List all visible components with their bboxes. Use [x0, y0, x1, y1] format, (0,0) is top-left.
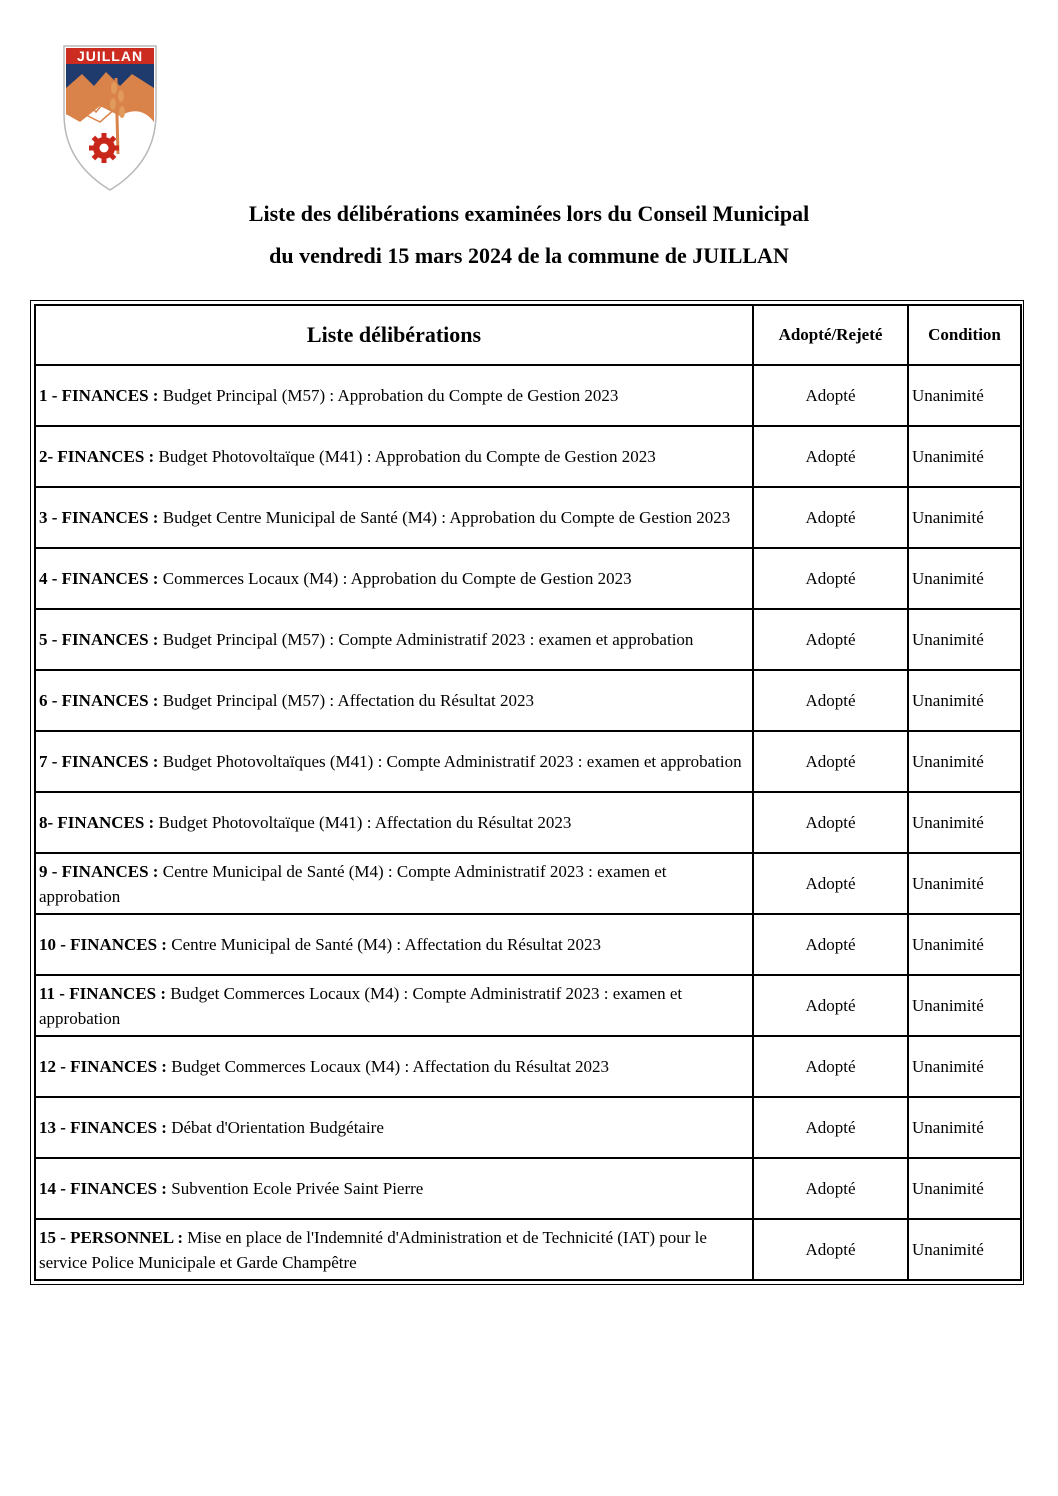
table-header-row — [35, 305, 1021, 365]
deliberation-item — [35, 914, 753, 975]
table-row — [35, 487, 1021, 548]
deliberation-condition: Unanimité — [908, 1097, 1021, 1158]
deliberation-text: Budget Principal (M57) : Affectation du Résultat 2023 — [158, 691, 535, 710]
document-title-line-1: Liste des délibérations examinées lors du Conseil Municipal — [248, 201, 810, 226]
deliberation-status: Adopté — [753, 1219, 908, 1280]
table-row — [35, 548, 1021, 609]
table-row — [35, 670, 1021, 731]
deliberation-condition: Unanimité — [908, 1158, 1021, 1219]
deliberation-label: 9 - FINANCES : — [39, 861, 159, 881]
deliberation-label: 13 - FINANCES : — [39, 1118, 167, 1137]
deliberation-label: 11 - FINANCES : — [39, 983, 167, 1003]
deliberation-label: 10 - FINANCES : — [39, 935, 167, 954]
deliberation-text: Budget Photovoltaïque (M41) : Affectation du Résultat 2023 — [154, 813, 572, 832]
deliberation-label: 12 - FINANCES : — [39, 1057, 167, 1076]
deliberation-label: 7 - FINANCES : — [39, 752, 159, 771]
deliberation-condition: Unanimité — [908, 914, 1021, 975]
deliberation-label: 6 - FINANCES : — [39, 691, 159, 710]
table-row — [35, 914, 1021, 975]
deliberation-label: 8- FINANCES : — [39, 813, 155, 832]
deliberation-item — [35, 548, 753, 609]
deliberation-text: Budget Principal (M57) : Compte Administratif 2023 : examen et approbation — [158, 630, 694, 649]
deliberation-text: Débat d'Orientation Budgétaire — [166, 1118, 384, 1137]
deliberation-condition: Unanimité — [908, 1036, 1021, 1097]
deliberation-label: 2- FINANCES : — [39, 447, 155, 466]
deliberation-text: Budget Photovoltaïque (M41) : Approbation du Compte de Gestion 2023 — [154, 447, 656, 466]
deliberation-condition: Unanimité — [908, 670, 1021, 731]
deliberation-text: Budget Centre Municipal de Santé (M4) : Approbation du Compte de Gestion 2023 — [158, 508, 731, 527]
deliberation-status: Adopté — [753, 975, 908, 1036]
deliberation-text: Subvention Ecole Privée Saint Pierre — [166, 1179, 424, 1198]
table-row — [35, 731, 1021, 792]
deliberation-item — [35, 731, 753, 792]
deliberation-item — [35, 1219, 753, 1280]
deliberation-label: 14 - FINANCES : — [39, 1179, 167, 1198]
deliberation-status: Adopté — [753, 609, 908, 670]
deliberation-text: Budget Principal (M57) : Approbation du Compte de Gestion 2023 — [158, 386, 619, 405]
deliberation-item — [35, 487, 753, 548]
deliberation-status: Adopté — [753, 731, 908, 792]
deliberation-text: Mise en place de l'Indemnité d'Administration et de Technicité (IAT) pour le service Police Municipale et Garde Champêtre — [39, 1227, 707, 1272]
deliberation-status: Adopté — [753, 548, 908, 609]
svg-text:JUILLAN: JUILLAN — [76, 48, 144, 64]
deliberation-condition: Unanimité — [908, 975, 1021, 1036]
deliberation-condition: Unanimité — [908, 548, 1021, 609]
deliberation-item — [35, 365, 753, 426]
deliberation-status: Adopté — [753, 792, 908, 853]
deliberation-text: Budget Commerces Locaux (M4) : Compte Administratif 2023 : examen et approbation — [39, 983, 683, 1028]
deliberation-item — [35, 609, 753, 670]
table-row — [35, 1219, 1021, 1280]
deliberation-condition: Unanimité — [908, 487, 1021, 548]
deliberation-item — [35, 1036, 753, 1097]
deliberation-item — [35, 426, 753, 487]
deliberation-item — [35, 1097, 753, 1158]
document-title-line-2: du vendredi 15 mars 2024 de la commune de JUILLAN — [269, 243, 789, 268]
deliberation-status: Adopté — [753, 1158, 908, 1219]
juillan-coat-of-arms-logo — [60, 44, 160, 192]
deliberation-condition: Unanimité — [908, 426, 1021, 487]
deliberation-condition: Unanimité — [908, 853, 1021, 914]
deliberation-label: 4 - FINANCES : — [39, 569, 159, 588]
deliberation-item — [35, 853, 753, 914]
deliberation-status: Adopté — [753, 365, 908, 426]
table-row — [35, 975, 1021, 1036]
deliberation-condition: Unanimité — [908, 609, 1021, 670]
deliberation-item — [35, 975, 753, 1036]
deliberation-status: Adopté — [753, 1097, 908, 1158]
deliberation-text: Budget Photovoltaïques (M41) : Compte Administratif 2023 : examen et approbation — [158, 752, 742, 771]
deliberation-status: Adopté — [753, 1036, 908, 1097]
deliberations-table — [34, 304, 1022, 1281]
table-row — [35, 1036, 1021, 1097]
deliberation-item — [35, 1158, 753, 1219]
table-row — [35, 609, 1021, 670]
table-row — [35, 1158, 1021, 1219]
deliberation-text: Budget Commerces Locaux (M4) : Affectation du Résultat 2023 — [166, 1057, 610, 1076]
deliberation-status: Adopté — [753, 914, 908, 975]
deliberation-item — [35, 792, 753, 853]
deliberation-condition: Unanimité — [908, 1219, 1021, 1280]
deliberation-text: Commerces Locaux (M4) : Approbation du Compte de Gestion 2023 — [158, 569, 632, 588]
deliberation-condition: Unanimité — [908, 792, 1021, 853]
deliberations-table-frame — [30, 300, 1024, 1285]
table-row — [35, 1097, 1021, 1158]
table-row — [35, 365, 1021, 426]
deliberation-status: Adopté — [753, 426, 908, 487]
deliberation-status: Adopté — [753, 853, 908, 914]
table-row — [35, 853, 1021, 914]
deliberation-condition: Unanimité — [908, 365, 1021, 426]
deliberation-status: Adopté — [753, 670, 908, 731]
deliberation-label: 15 - PERSONNEL : — [39, 1227, 184, 1247]
table-row — [35, 792, 1021, 853]
header-condition: Condition — [908, 305, 1021, 365]
deliberation-label: 3 - FINANCES : — [39, 508, 159, 527]
header-adopte-rejete: Adopté/Rejeté — [753, 305, 908, 365]
deliberation-label: 5 - FINANCES : — [39, 630, 159, 649]
deliberation-condition: Unanimité — [908, 731, 1021, 792]
table-row — [35, 426, 1021, 487]
deliberation-label: 1 - FINANCES : — [39, 386, 159, 405]
deliberation-status: Adopté — [753, 487, 908, 548]
header-list-deliberations: Liste délibérations — [35, 305, 753, 365]
deliberation-text: Centre Municipal de Santé (M4) : Compte Administratif 2023 : examen et approbation — [39, 861, 667, 906]
deliberation-text: Centre Municipal de Santé (M4) : Affectation du Résultat 2023 — [166, 935, 602, 954]
deliberation-item — [35, 670, 753, 731]
